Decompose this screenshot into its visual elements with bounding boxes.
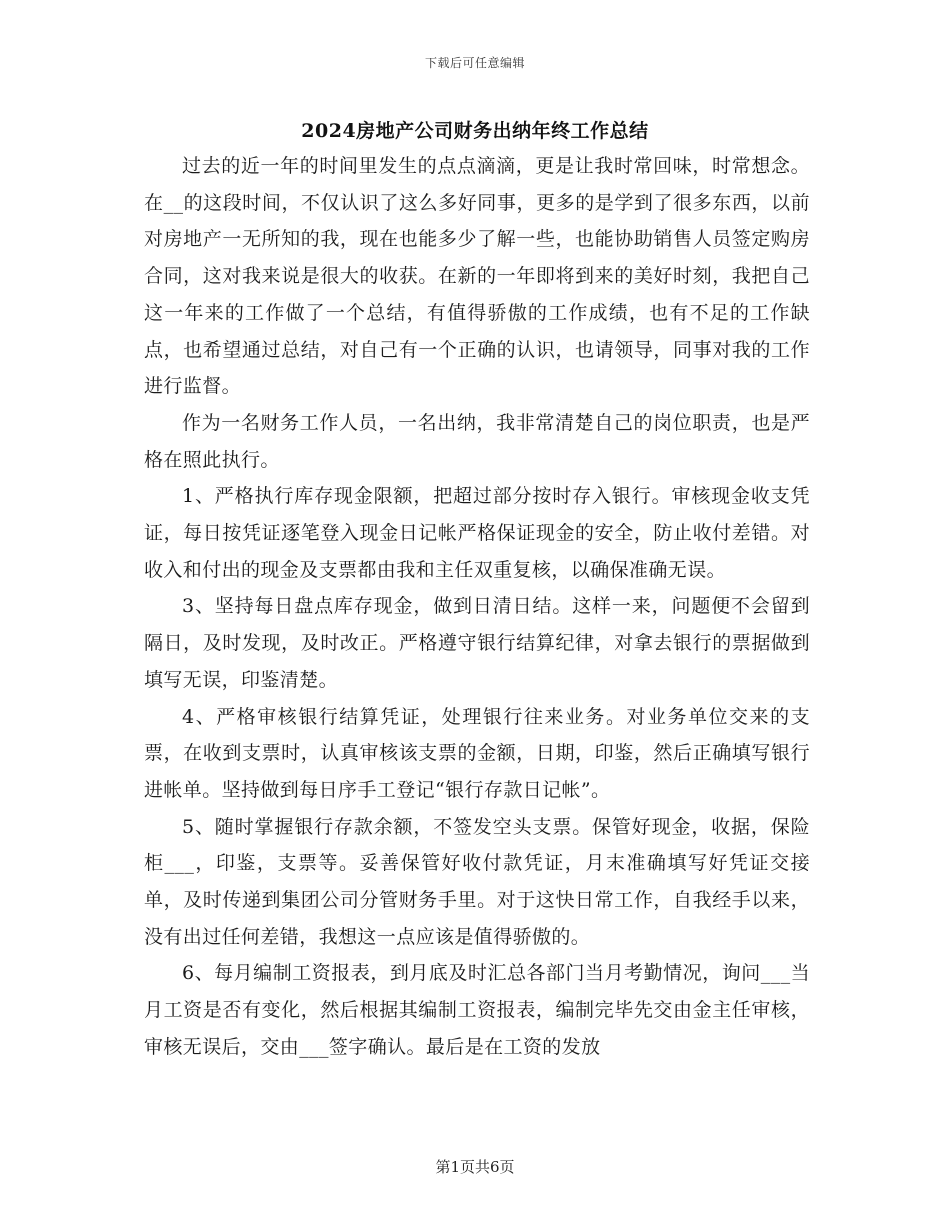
download-note: 下载后可任意编辑 <box>424 56 525 70</box>
page-number: 第1页共6页 <box>435 1158 515 1176</box>
paragraph-item-6: 6、每月编制工资报表，到月底及时汇总各部门当月考勤情况，询问___当月工资是否有变化，然后根据其编制工资报表，编制完毕先交由金主任审核，审核无误后，交由___签字确认。最后是在工资的发放 <box>144 962 810 1058</box>
document-title: 2024房地产公司财务出纳年终工作总结 <box>301 120 649 142</box>
paragraph-item-1: 1、严格执行库存现金限额，把超过部分按时存入银行。审核现金收支凭证，每日按凭证逐笔登入现金日记帐严格保证现金的安全，防止收付差错。对收入和付出的现金及支票都由我和主任双重复核，以确保准确无误。 <box>144 485 810 581</box>
paragraph-intro: 过去的近一年的时间里发生的点点滴滴，更是让我时常回味，时常想念。在__的这段时间，不仅认识了这么多好同事，更多的是学到了很多东西，以前对房地产一无所知的我，现在也能多少了解一些，也能协助销售人员签定购房合同，这对我来说是很大的收获。在新的一年即将到来的美好时刻，我把自己这一年来的工作做了一个总结，有值得骄傲的工作成绩，也有不足的工作缺点，也希望通过总结，对自己有一个正确的认识，也请领导，同事对我的工作进行监督。 <box>144 155 810 398</box>
paragraph-role: 作为一名财务工作人员，一名出纳，我非常清楚自己的岗位职责，也是严格在照此执行。 <box>144 411 810 471</box>
document-body <box>144 148 810 1066</box>
paragraph-item-3: 3、坚持每日盘点库存现金，做到日清日结。这样一来，问题便不会留到隔日，及时发现，及时改正。严格遵守银行结算纪律，对拿去银行的票据做到填写无误，印鉴清楚。 <box>144 595 810 691</box>
paragraph-item-5: 5、随时掌握银行存款余额，不签发空头支票。保管好现金，收据，保险柜___，印鉴，支票等。妥善保管好收付款凭证，月末准确填写好凭证交接单，及时传递到集团公司分管财务手里。对于这快日常工作，自我经手以来，没有出过任何差错，我想这一点应该是值得骄傲的。 <box>144 815 810 948</box>
paragraph-item-4: 4、严格审核银行结算凭证，处理银行往来业务。对业务单位交来的支票，在收到支票时，认真审核该支票的金额，日期，印鉴，然后正确填写银行进帐单。坚持做到每日序手工登记“银行存款日记帐”。 <box>144 705 810 801</box>
